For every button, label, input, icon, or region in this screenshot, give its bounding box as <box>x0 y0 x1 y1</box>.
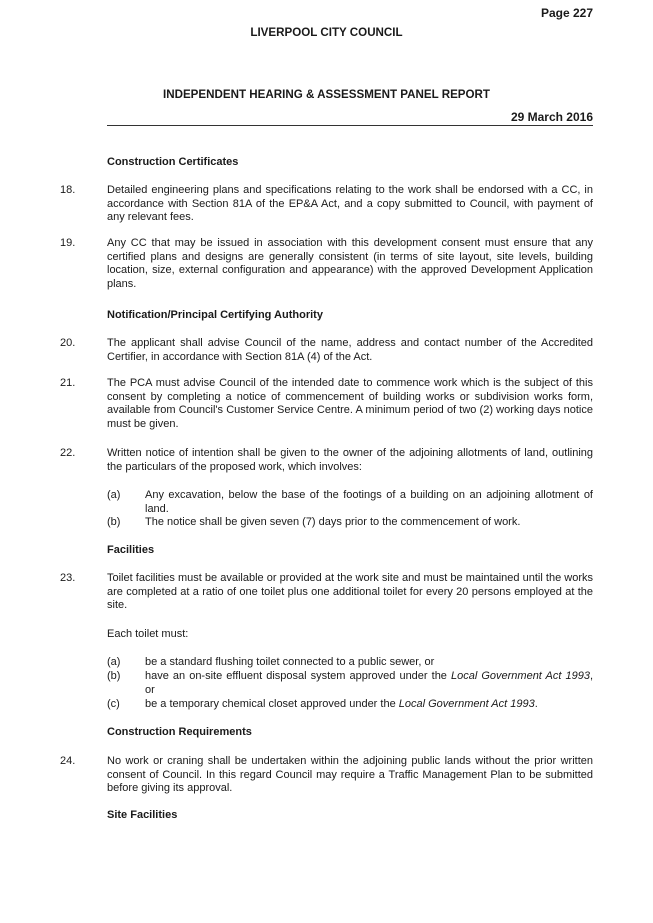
sub-letter-23b: (b) <box>107 670 121 682</box>
item-number-20: 20. <box>60 337 76 349</box>
sub-text-23b <box>145 670 593 697</box>
sub-text-23a: be a standard flushing toilet connected to a public sewer, or <box>145 656 435 668</box>
sub-letter-23a: (a) <box>107 656 121 668</box>
sub-text-23c <box>145 698 593 712</box>
sub-letter-23c: (c) <box>107 698 120 710</box>
header-divider <box>107 125 593 126</box>
sub-text-23b-act: Local Government Act 1993 <box>450 670 590 682</box>
item-text-18: Detailed engineering plans and specifications relating to the work shall be endorsed with a CC, in accordance with Section 81A of the EP&A Act, and a copy submitted to Council, with payment of any relevant fees. <box>107 184 593 223</box>
section-heading-notification: Notification/Principal Certifying Authority <box>107 309 323 321</box>
item-text-24: No work or craning shall be undertaken within the adjoining public lands without the prior written consent of Council. In this regard Council may require a Traffic Management Plan to be submitted before giving its approval. <box>107 755 593 794</box>
council-name: LIVERPOOL CITY COUNCIL <box>250 26 403 39</box>
each-toilet-label: Each toilet must: <box>107 628 189 640</box>
report-title: INDEPENDENT HEARING & ASSESSMENT PANEL REPORT <box>162 88 491 101</box>
report-date: 29 March 2016 <box>510 110 593 124</box>
item-text-19: Any CC that may be issued in association with this development consent must ensure that any certified plans and designs are generally consistent (in terms of site layout, site levels, building location, size, external configuration and appearance) with the approved Development Application plans. <box>107 237 593 290</box>
sub-text-23b-pre: have an on-site effluent disposal system approved under the <box>145 670 451 682</box>
item-number-21: 21. <box>60 377 76 389</box>
item-number-23: 23. <box>60 572 76 584</box>
item-text-21: The PCA must advise Council of the intended date to commence work which is the subject of this consent by completing a notice of commencement of building works or subdivision works form, available from Council's Customer Service Centre. A minimum period of two (2) working days notice must be given. <box>107 377 593 430</box>
sub-letter-22b: (b) <box>107 516 121 528</box>
item-number-24: 24. <box>60 755 76 767</box>
sub-text-23c-pre: be a temporary chemical closet approved under the <box>145 698 399 710</box>
sub-letter-22a: (a) <box>107 489 121 501</box>
section-heading-site-facilities: Site Facilities <box>107 809 178 821</box>
sub-text-23c-post: . <box>534 698 538 710</box>
item-text-22: Written notice of intention shall be given to the owner of the adjoining allotments of land, outlining the particulars of the proposed work, which involves: <box>107 447 593 473</box>
item-number-19: 19. <box>60 237 76 249</box>
item-number-22: 22. <box>60 447 76 459</box>
sub-text-22b: The notice shall be given seven (7) days prior to the commencement of work. <box>145 516 521 528</box>
item-number-18: 18. <box>60 184 76 196</box>
item-text-23: Toilet facilities must be available or provided at the work site and must be maintained until the works are completed at a ratio of one toilet plus one additional toilet for every 20 persons employed at the site. <box>107 572 593 611</box>
page-number: Page 227 <box>540 6 593 20</box>
section-heading-construction-requirements: Construction Requirements <box>107 726 252 738</box>
sub-text-22a: Any excavation, below the base of the footings of a building on an adjoining allotment of land. <box>145 489 593 515</box>
section-heading-facilities: Facilities <box>107 544 155 556</box>
section-heading-construction-certificates: Construction Certificates <box>107 156 239 168</box>
sub-text-23b-post: , or <box>145 670 593 696</box>
sub-text-23c-act: Local Government Act 1993 <box>398 698 535 710</box>
item-text-20: The applicant shall advise Council of the name, address and contact number of the Accredited Certifier, in accordance with Section 81A (4) of the Act. <box>107 337 593 363</box>
